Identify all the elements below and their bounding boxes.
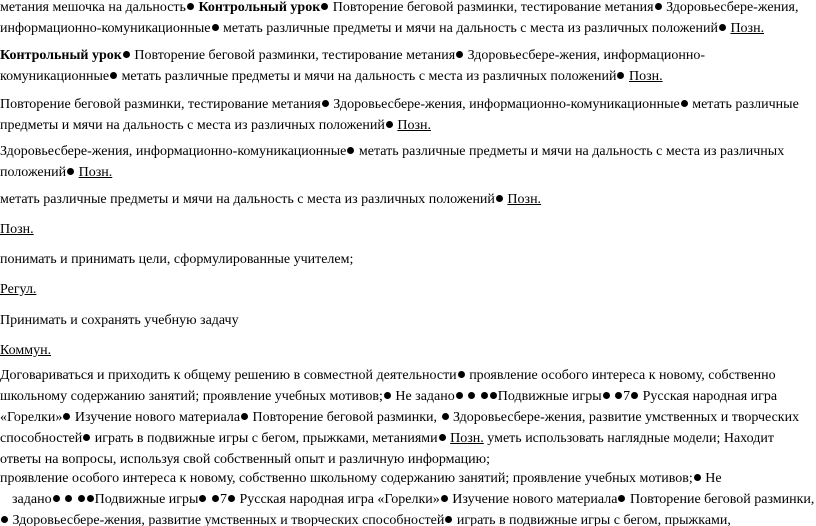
bullet-icon — [456, 51, 463, 58]
text-run: метания мешочка на дальность — [0, 0, 186, 15]
bullet-icon — [241, 413, 248, 420]
bullet-icon — [347, 147, 354, 154]
bullet-icon — [681, 100, 688, 107]
kommun-heading-link[interactable]: Коммун. — [0, 343, 52, 358]
paragraph-11-line-4 — [0, 428, 799, 449]
bullet-icon — [321, 3, 328, 10]
bullet-icon — [655, 3, 662, 10]
bullet-icon — [439, 434, 446, 441]
paragraph-11-line-5 — [0, 449, 799, 470]
text-run: комуникационные — [0, 69, 110, 84]
bold-text-run: Контрольный урок — [0, 48, 122, 63]
bullet-icon — [481, 392, 488, 399]
paragraph-11 — [0, 365, 799, 470]
paragraph-4-line-2 — [0, 162, 784, 183]
bullet-icon — [322, 100, 329, 107]
paragraph-5 — [0, 189, 541, 210]
bullet-icon — [212, 495, 219, 502]
text-run: «Горелки» — [0, 410, 63, 425]
paragraph-4 — [0, 141, 784, 183]
text-run: Здоровьесбере-жения, информационно-комуникационные — [329, 97, 680, 112]
text-run: Русская народная игра — [639, 389, 778, 404]
bullet-icon — [53, 495, 60, 502]
bullet-icon — [719, 24, 726, 31]
text-run: Подвижные игры — [94, 492, 199, 507]
text-run: Повторение беговой разминки, — [249, 410, 441, 425]
text-run: школьному содержанию занятий; проявление учебных мотивов; — [0, 389, 383, 404]
text-run: метать различные — [688, 97, 799, 112]
pozn-link[interactable]: Позн. — [507, 192, 542, 207]
text-run: предметы и мячи на дальность с места из различных положений — [0, 118, 385, 133]
text-run: понимать и принимать цели, сформулированные учителем; — [0, 252, 354, 267]
paragraph-12-line-2 — [0, 489, 814, 510]
pozn-link[interactable]: Позн. — [397, 118, 431, 133]
paragraph-6 — [0, 219, 34, 240]
text-run: Повторение беговой разминки, тестирование метания — [130, 48, 456, 63]
text-run: задано — [12, 492, 52, 507]
pozn-link[interactable]: Позн. — [78, 165, 113, 180]
bullet-icon — [1, 516, 8, 523]
bullet-icon — [694, 474, 701, 481]
paragraph-1-line-2 — [0, 18, 798, 39]
text-run: играть в подвижные игры с бегом, прыжками, — [453, 513, 731, 526]
text-run: проявление особого интереса к новому, собственно школьному содержанию занятий; проявление учебных мотивов; — [0, 471, 693, 486]
bullet-icon — [468, 392, 475, 399]
bullet-icon — [617, 72, 624, 79]
bullet-icon — [123, 51, 130, 58]
paragraph-3-line-1 — [0, 94, 799, 115]
paragraph-12-line-3 — [0, 510, 814, 526]
text-run: Повторение беговой разминки, тестирование метания — [0, 97, 321, 112]
text-run: Здоровьесбере-жения, развитие умственных и творческих способностей — [9, 513, 445, 526]
bullet-icon — [83, 434, 90, 441]
bullet-icon — [386, 121, 393, 128]
bullet-icon — [615, 392, 622, 399]
text-run: Принимать и сохранять учебную задачу — [0, 313, 239, 328]
paragraph-3-line-2 — [0, 115, 799, 136]
text-run: 7 — [219, 492, 227, 507]
text-run: Здоровьесбере-жения, — [662, 0, 799, 15]
paragraph-1-line-1 — [0, 0, 798, 18]
bullet-icon — [496, 195, 503, 202]
bullet-icon — [442, 413, 449, 420]
bullet-icon — [456, 392, 463, 399]
bullet-icon — [490, 392, 497, 399]
paragraph-2-line-2 — [0, 66, 705, 87]
text-run: Здоровьесбере-жения, информационно- — [464, 48, 705, 63]
paragraph-3 — [0, 94, 799, 136]
text-run: Повторение беговой разминки, — [626, 492, 815, 507]
paragraph-11-line-1 — [0, 365, 799, 386]
text-run: 7 — [623, 389, 631, 404]
paragraph-1 — [0, 0, 798, 39]
text-run: проявление особого интереса к новому, собственно — [465, 368, 776, 383]
text-run: метать различные предметы и мячи на дальность с места из различных — [355, 144, 785, 159]
text-run: ответы на вопросы, используя свой собственный опыт и различную информацию; — [0, 452, 490, 467]
text-run: уметь использовать наглядные модели; Находит — [483, 431, 774, 446]
paragraph-4-line-1 — [0, 141, 784, 162]
regul-heading-link[interactable]: Регул. — [0, 282, 37, 297]
bullet-icon — [441, 495, 448, 502]
text-run: Повторение беговой разминки, тестирование метания — [329, 0, 654, 15]
text-run: Договариваться и приходить к общему решению в совместной деятельности — [0, 368, 457, 383]
paragraph-11-line-3 — [0, 407, 799, 428]
text-run: играть в подвижные игры с бегом, прыжками, метаниями — [91, 431, 438, 446]
bullet-icon — [212, 24, 219, 31]
text-run: метать различные предметы и мячи на дальность с места из различных положений — [0, 192, 495, 207]
text-run: Русская народная игра «Горелки» — [235, 492, 440, 507]
text-run: метать различные предметы и мячи на дальность с места из различных положений — [219, 21, 718, 36]
bullet-icon — [384, 392, 391, 399]
text-run: Здоровьесбере-жения, развитие умственных и творческих — [449, 410, 800, 425]
pozn-link[interactable]: Позн. — [450, 431, 484, 446]
bullet-icon — [63, 413, 70, 420]
text-run: Изучение нового материала — [71, 410, 241, 425]
bullet-icon — [187, 3, 194, 10]
bullet-icon — [65, 495, 72, 502]
paragraph-9 — [0, 310, 239, 331]
text-run: информационно-комуникационные — [0, 21, 211, 36]
text-run: Не задано — [391, 389, 455, 404]
bold-text-run: Контрольный урок — [198, 0, 321, 15]
bullet-icon — [458, 371, 465, 378]
bullet-icon — [67, 168, 74, 175]
bullet-icon — [631, 392, 638, 399]
paragraph-8 — [0, 279, 36, 300]
paragraph-12-line-1 — [0, 468, 814, 489]
paragraph-11-line-2 — [0, 386, 799, 407]
text-run: Изучение нового материала — [448, 492, 618, 507]
pozn-link[interactable]: Позн. — [730, 21, 765, 36]
text-run: метать различные предметы и мячи на дальность с места из различных положений — [118, 69, 617, 84]
bullet-icon — [445, 516, 452, 523]
paragraph-12 — [0, 468, 814, 526]
paragraph-2-line-1 — [0, 45, 705, 66]
bullet-icon — [110, 72, 117, 79]
paragraph-7 — [0, 249, 353, 270]
text-run: положений — [0, 165, 67, 180]
paragraph-5-line-1 — [0, 189, 541, 210]
pozn-link[interactable]: Позн. — [628, 69, 663, 84]
text-run: Не — [701, 471, 722, 486]
bullet-icon — [87, 495, 94, 502]
bullet-icon — [228, 495, 235, 502]
text-run: способностей — [0, 431, 83, 446]
bullet-icon — [199, 495, 206, 502]
text-run: Подвижные игры — [497, 389, 602, 404]
pozn-heading-link[interactable]: Позн. — [0, 222, 34, 237]
bullet-icon — [618, 495, 625, 502]
paragraph-10 — [0, 340, 51, 361]
paragraph-2 — [0, 45, 705, 87]
bullet-icon — [78, 495, 85, 502]
bullet-icon — [603, 392, 610, 399]
text-run: Здоровьесбере-жения, информационно-комуникационные — [0, 144, 347, 159]
